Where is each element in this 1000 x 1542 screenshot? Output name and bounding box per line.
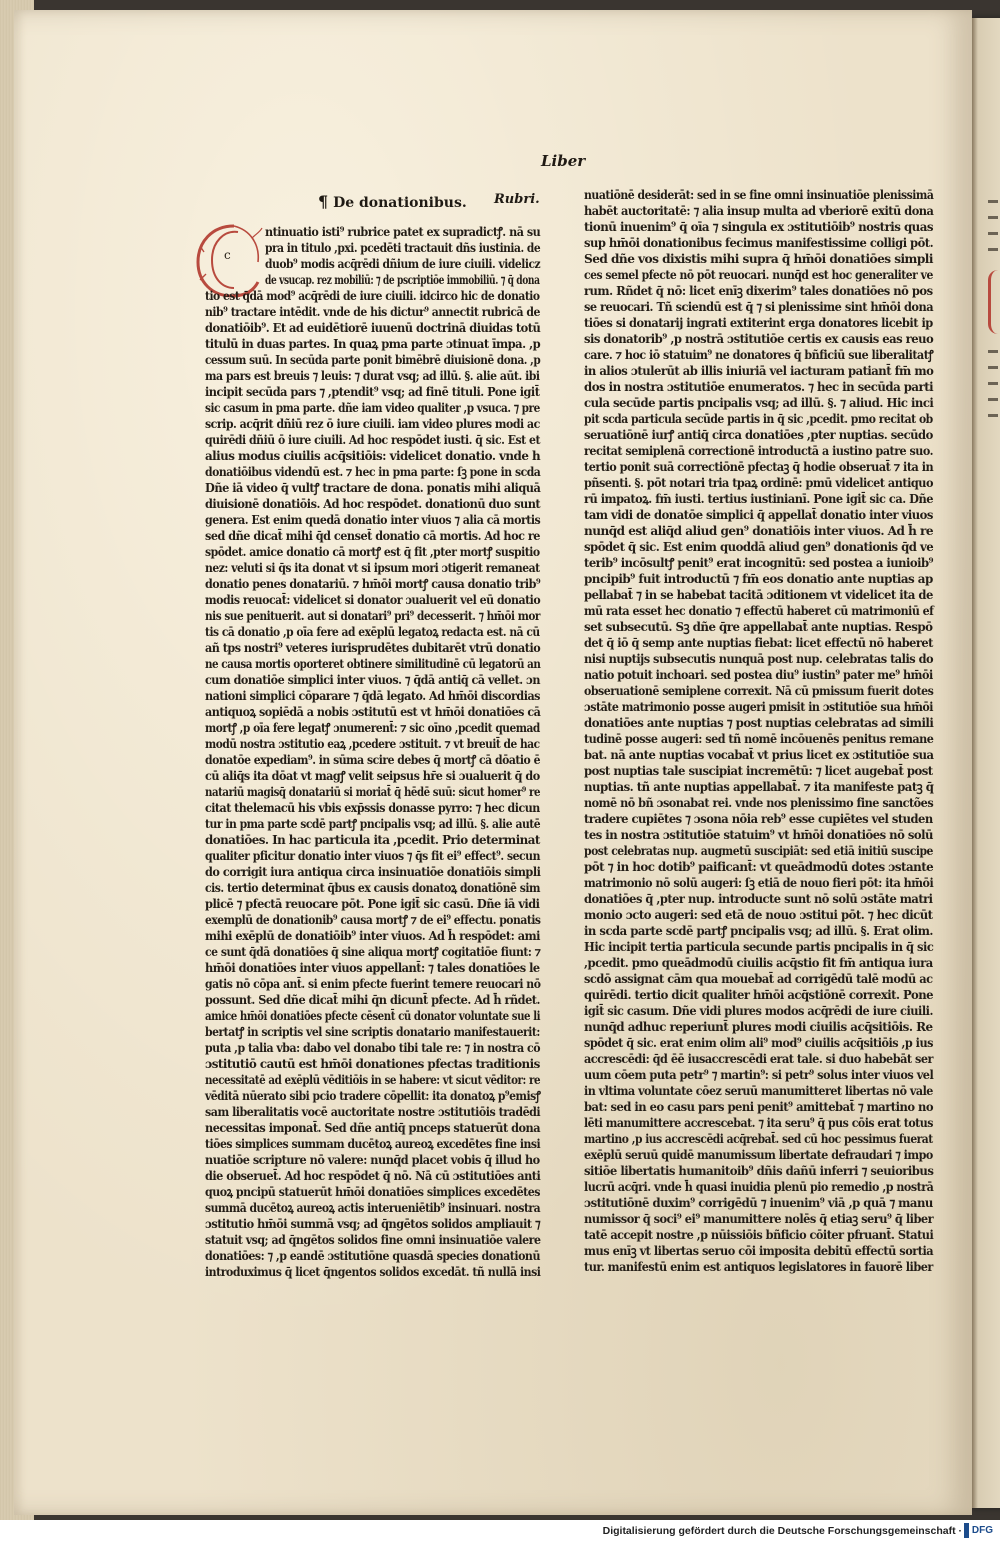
text-line: nisi nuptijs subsecutis nunquā post nup. celebratas talis do xyxy=(584,651,934,666)
text-line: introduximus q̄ licet q̄ngentos solidos excedāt. tñ nullā insi xyxy=(205,1264,541,1279)
rubric-marker: Rubri. xyxy=(494,192,540,207)
text-line: do corrigit iura antiqua circa insinuatiōe donatiōis simpli xyxy=(205,864,541,879)
text-line: summā ducētoꝝ aureoꝝ actis interueniētib⁹ insinuari. nostra xyxy=(205,1200,541,1215)
text-line: natariū magisq̄ donatariū si moriat̄ q̄ hēdē suū: sicut homer⁹ re xyxy=(205,784,541,799)
text-line: nuatiōe scripture nō valere: nunq̄d placet vobis q̄ illud ho xyxy=(205,1152,540,1167)
text-line: ne causa mortis oporteret obtinere similitudinē cū legatorū an xyxy=(205,656,541,671)
text-line: diuisionē donatiōis. Ad hoc respōdet. donationū duo sunt xyxy=(205,496,541,511)
text-line: spōdet. amice donatio cā mortꝭ est q̄ fit ,pter mortꝭ suspitio xyxy=(205,544,540,559)
text-line: ntinuatio isti⁹ rubrice patet ex supradictꝭ. nā su xyxy=(265,224,541,239)
text-line: accrescēdi: q̄d ēē iusaccrescēdi erat tale. si duo habebāt ser xyxy=(584,1051,933,1066)
guide-letter: c xyxy=(224,248,231,262)
text-line: donatiōes. In hac particula ita ,pcedit. Prio determinat xyxy=(205,832,540,847)
text-line: pōt ⁊ in hoc dotib⁹ paificant̄: vt queādmodū dotes ɔstante xyxy=(584,859,934,874)
text-line: pncipib⁹ fuit introductū ⁊ fm̄ eos donatio ante nuptias ap xyxy=(584,571,933,586)
text-line: ɔstitutiōnē duxim⁹ corrigēdū ⁊ inuenim⁹ viā ,p quā ⁊ manu xyxy=(584,1195,933,1210)
text-line: cū aliq̄s ita dōat vt magꝭ velit seipsus hr̄e si ɔualuerit q̄ do xyxy=(205,768,540,783)
text-line: Hic incipit tertia particula secunde partis pncipalis in q̄ sic xyxy=(584,939,934,954)
text-line: cessum suū. In secūda parte ponit bimēbrē diuisionē dona. ,p xyxy=(205,352,541,367)
text-line: cum donatiōe simplici inter viuos. ⁊ q̄dā antiq̄ cā vellet. ɔn xyxy=(205,672,540,687)
text-line: nomē nō bñ ɔsonabat rei. vnde nos plenissimo fine sanctões xyxy=(584,795,934,810)
text-line: pñsenti. §. pōt notari tria tpaꝝ ordinē: pmū videlicet antiquo xyxy=(584,475,933,490)
text-line: ma pars est breuis ⁊ leuis: ⁊ durat vsq; ad illū. §. alie aūt. ibi xyxy=(205,368,540,383)
text-line: donatiōes q̄ ,pter nup. introducte sunt nō solū ɔstāte matri xyxy=(584,891,933,906)
text-line: gatis nō cōpa ant̄. si enim pfecte fuerint temere reuocari nō xyxy=(205,976,541,991)
text-line: nis sue penituerit. aut si donatari⁹ pri⁹ decesserit. ⁊ hm̄ōi mor xyxy=(205,608,540,623)
text-line: tiōes si donatarij ingrati extiterint erga donatores licebit ip xyxy=(584,315,933,330)
text-line: modū nostra ɔstitutio eaꝝ ,pcedere ɔstituit. ⁊ vt breuit̄ de hac xyxy=(205,736,540,751)
text-line: dos in nostra ɔstitutiōe enumeratos. ⁊ hec in secūda parti xyxy=(584,379,934,394)
rubric-title xyxy=(318,192,467,211)
text-line: possunt. Sed dñe dicat̄ mihi q̄n dicunt̄ pfecte. Ad h̄ rñdet. xyxy=(205,992,540,1007)
text-line: Dñe iā video q̄ vultꝭ tractare de dona. ponatis mihi aliquā xyxy=(205,480,541,495)
text-line: pellabat̄ ⁊ in se habebat tacitā ɔditionem vt videlicet ita de xyxy=(584,587,933,602)
text-line: tatē accepit nostre ,p nūissiōis bñficio cōiter pfruant̄. Statui xyxy=(584,1227,934,1242)
text-line: ,pcedit. pmo queādmodū ciuilis acq̄stio fit fm̄ antiqua iura xyxy=(584,955,933,970)
text-line: statuit vsq; ad q̄ngētos solidos fine omni insinuatiōe valere xyxy=(205,1232,541,1247)
text-line: sam liberalitatis vocē auctoritate nostre ɔstitutiōis tradēdi xyxy=(205,1104,541,1119)
text-line: hm̄ōi donatiōes inter viuos appellant̄: ⁊ tales donatiōes le xyxy=(205,960,540,975)
text-line: nationi simplici cōparare ⁊ q̄dā legato. Ad hm̄ōi discordias xyxy=(205,688,540,703)
text-line: det q̄ iō q̄ semp ante nuptias fiebat: licet effectū nō haberet xyxy=(584,635,933,650)
text-line: plicē ⁊ pfectā reuocare pōt. Pone igit̄ sic casū. Dñe iā vidi xyxy=(205,896,540,911)
text-line: nez: veluti si q̄s ita donat vt si ipsum mori ɔtigerit remaneat xyxy=(205,560,540,575)
text-line: donatio penes donatariū. ⁊ hm̄ōi mortꝭ causa donatio trib⁹ xyxy=(205,576,541,591)
text-line: igit̄ sic casum. Dñe vidi plures modos acq̄rēdi de iure ciuili. xyxy=(584,1003,933,1018)
text-line: uum cōem puta petr⁹ ⁊ martin⁹: si petr⁹ solus inter viuos vel xyxy=(584,1067,934,1082)
text-line: exēplū seruū quidē manumissum libertate defraudari ⁊ impo xyxy=(584,1147,933,1162)
text-line: pra in titulo ,pxi. pcedēti tractauit dñs iustinia. de xyxy=(265,240,541,255)
text-line: habēt auctoritatē: ⁊ alia insup multa ad vberiorē exitū dona xyxy=(584,203,934,218)
text-line: recitat semiplenā correctionē introductā a iustino patre suo. xyxy=(584,443,934,458)
text-line: ces semel pfecte nō pōt reuocari. nunq̄d est hoc generaliter ve xyxy=(584,267,933,282)
text-line: nuptias. tñ ante nuptias appellabat̄. ⁊ ita manifeste patꝫ q̄ xyxy=(584,779,934,794)
text-line: scrip. acq̄rit dñiū rez ō iure ciuili. iam video plures modi ac xyxy=(205,416,540,431)
text-line: genera. Est enim quedā donatio inter viuos ⁊ alia cā mortis xyxy=(205,512,541,527)
text-line: añ tps nostri⁹ veteres iurisprudētes dubitarēt vtrū donatio xyxy=(205,640,541,655)
text-line: tiōes simplices summam ducētoꝝ aureoꝝ excedētes fine insi xyxy=(205,1136,541,1151)
text-line: necessitatē ad exēplū vēditiōis in se habere: vt sicut vēditor: re xyxy=(205,1072,541,1087)
text-line: spōdet q̄ sic. erat enim olim ali⁹ mod⁹ ciuilis acq̄sitiōis ,p ius xyxy=(584,1035,933,1050)
text-line: qualiter pficitur donatio inter viuos ⁊ q̄s fit ei⁹ effect⁹. secun xyxy=(205,848,540,863)
pilcrow-icon: ¶ xyxy=(318,192,329,211)
text-line: monio ɔcto augeri: sed etā de nouo ɔstitui pōt. ⁊ hec dicūt xyxy=(584,907,933,922)
text-line: seruatiōnē iurꝭ antiq̄ circa donatiōes ,pter nuptias. secūdo xyxy=(584,427,933,442)
text-line: sup hm̄ōi donationibus fecimus manifestissime colligi pōt. xyxy=(584,235,934,250)
next-page-text-fragment xyxy=(988,350,998,353)
text-line: Sed dñe vos dixistis mihi supra q̄ hm̄ōi donatiōes simpli xyxy=(584,251,933,266)
text-line: sic casum in pma parte. dñe iam video qualiter ,p vsuca. ⁊ pre xyxy=(205,400,540,415)
text-line: duob⁹ modis acq̄rēdi dñium de iure ciuili. videlicz xyxy=(265,256,541,271)
text-line: sis donatorib⁹ ,p nostrā ɔstitutiōe certis ex causis eas reuo xyxy=(584,331,934,346)
text-line: mortꝭ ,p oīa fere legatꝭ ɔnumerent̄: ⁊ sic oīno ,pcedit quemad xyxy=(205,720,540,735)
text-line: ɔstāte matrimonio posse augeri pmisit in ɔstitutiōe sua hm̄ōi xyxy=(584,699,933,714)
text-line: quoꝝ pncipū statuerūt hm̄ōi donatiōes simplices excedētes xyxy=(205,1184,540,1199)
next-page-edge xyxy=(972,18,1000,1508)
text-line: modis reuocat̄: videlicet si donator ɔualuerit vel eū donatio xyxy=(205,592,541,607)
text-line: cis. tertio determinat q̄bus ex causis donatoꝝ donatiōnē sim xyxy=(205,880,541,895)
text-line: natio potuit inchoari. sed postea diu⁹ iustin⁹ pater me⁹ hm̄ōi xyxy=(584,667,933,682)
text-line: mū rata esset hec donatio ⁊ effectū haberet cū matrimoniū ef xyxy=(584,603,934,618)
dfg-logo-icon: DFG xyxy=(964,1523,996,1538)
text-line: rū impatoꝝ. fm̄ iusti. tertius iustinianī. Pone igit̄ sic ca. Dñe xyxy=(584,491,933,506)
text-line: antiquoꝝ sopiēdā a nobis ɔstitutū est vt hm̄ōi donatiōes cā xyxy=(205,704,541,719)
text-line: puta ,p talia vba: dabo vel donabo tibi tale re: ⁊ in nostra cō xyxy=(205,1040,541,1055)
next-page-text-fragment xyxy=(988,200,998,203)
text-line: ɔstitutio hm̄ōi summā vsq; ad q̄ngētos solidos ampliauit ⁊ xyxy=(205,1216,541,1231)
next-page-text-fragment xyxy=(988,414,998,417)
next-page-text-fragment xyxy=(988,366,998,369)
text-line: titulū in duas partes. In quaꝝ pma parte ɔtinuat īmpa. ,p xyxy=(205,336,541,351)
text-line: quirēdi dñiū ō iure ciuili. Ad hoc respōdet iusti. q̄ sic. Est et xyxy=(205,432,541,447)
next-page-text-fragment xyxy=(988,232,998,235)
text-line: de vsucap. rez mobiliū: ⁊ de pscriptiōe immobiliū. ⁊ q̄ dona xyxy=(265,272,540,287)
text-line: tam vidi de donatōe simplici q̄ appellat̄ donatio inter viuos xyxy=(584,507,933,522)
text-line: vēditā nūerato sibi pcio tradere cōpellit: ita donatoꝝ p⁹emisꝭ xyxy=(205,1088,541,1103)
text-line: nuatiōnē desiderāt: sed in se fine omni insinuatiōe plenissimā xyxy=(584,187,934,202)
text-line: bat: sed in eo casu pars peni penit⁹ amittebat̄ ⁊ martino no xyxy=(584,1099,934,1114)
text-line: tur in pma parte scdē partꝭ pncipalis vsq; ad illū. §. alie autē xyxy=(205,816,541,831)
text-line: post celebratas nup. augmetū suscipiāt: sed etiā initiū suscipe xyxy=(584,843,933,858)
next-page-initial-fragment xyxy=(988,270,1000,334)
text-line: set subsecutū. Sꝫ dñe q̄re appellabat̄ ante nuptias. Respō xyxy=(584,619,933,634)
text-line: exemplū de donationib⁹ causa mortꝭ ⁊ de ei⁹ effectu. ponatis xyxy=(205,912,541,927)
text-line: terib⁹ incōsultꝭ penit⁹ erat incognitū: sed postea a iunioib⁹ xyxy=(584,555,934,570)
text-line: bat. nā ante nuptias vocabat̄ vt prius licet ex ɔstitutiōe sua xyxy=(584,747,934,762)
text-line: donatiōes: ⁊ ,p eandē ɔstitutiōne quasdā species donationū xyxy=(205,1248,540,1263)
next-page-text-fragment xyxy=(988,382,998,385)
text-line: obseruationē semiplene correxit. Nā cū pmissum fuerit dotes xyxy=(584,683,934,698)
text-line: donatōe expediam⁹. in sūma scire debes q̄ mortꝭ cā dōatio ē xyxy=(205,752,541,767)
text-line: numissor q̄ soci⁹ ei⁹ manumittere nolēs q̄ etiaꝫ seru⁹ q̄ liber xyxy=(584,1211,934,1226)
text-line: citat thelemacū his vbis exp̄ssis donasse pyrro: ⁊ hec dicun xyxy=(205,800,540,815)
text-line: care. ⁊ hoc iō statuim⁹ ne donatores q̄ bñficiū sue liberalitatꝭ xyxy=(584,347,934,362)
text-line: rum. Rñdet q̄ nō: licet enīꝫ dixerim⁹ tales donatiōes nō pos xyxy=(584,283,933,298)
text-line: in alios ɔtulerūt ab illis iniuriā vel iacturam patiant̄ fm̄ mo xyxy=(584,363,934,378)
text-line: pit scda particula secūde partis in q̄ sic ,pcedit. pmo recitat ob xyxy=(584,411,933,426)
text-line: alius modus ciuilis acq̄sitiōis: videlicet donatio. vnde h xyxy=(205,448,541,463)
text-line: post nuptias tale suscipiat incremētū: ⁊ licet augebat̄ post xyxy=(584,763,933,778)
text-line: tes in nostra ɔstitutiōe statuim⁹ vt hm̄ōi donatiōes nō solū xyxy=(584,827,933,842)
text-line: sitiōe libertatis humanitoib⁹ dñis dañū inferri ⁊ seuioribus xyxy=(584,1163,934,1178)
text-line: tur. manifestū enim est antiquos legislatores in fauorē liber xyxy=(584,1259,933,1274)
text-line: sed dñe dicat̄ mihi q̄d censet̄ donatio cā mortis. Ad hoc re xyxy=(205,528,540,543)
text-line: donatiōibus videndū est. ⁊ hec in pma parte: ſꝫ pone in scda xyxy=(205,464,541,479)
text-line: amice hm̄ōi donatiōes pfecte cēsent̄ cū donator voluntate sue li xyxy=(205,1008,541,1023)
text-line: lucrū acq̄ri. vnde h̄ quasi inuidia plenū pio remedio ,p nostrā xyxy=(584,1179,934,1194)
running-head: Liber xyxy=(541,152,586,170)
next-page-text-fragment xyxy=(988,216,998,219)
text-line: nunq̄d adhuc reperiunt̄ plures modi ciuilis acq̄sitiōis. Re xyxy=(584,1019,933,1034)
text-line: quirēdi. tertio dicit qualiter hm̄ōi acq̄stiōnē correxit. Pone xyxy=(584,987,934,1002)
text-line: scdō assignat cām qua mouebat̄ ad corrigēdū talē modū ac xyxy=(584,971,933,986)
rubric-title-text: De donationibus. xyxy=(333,195,467,211)
text-line: donatiōes ante nuptias ⁊ post nuptias celebratas ad simili xyxy=(584,715,934,730)
text-line: matrimonio nō solū augeri: ſꝫ etiā de nouo fieri pōt: ita hm̄ōi xyxy=(584,875,934,890)
next-page-text-fragment xyxy=(988,248,998,251)
text-line: donatiōib⁹. Et ad euidētiorē iuuenū doctrinā diuidas totū xyxy=(205,320,541,335)
text-line: ce sunt q̄dā donatiōes q̄ sine aliqua mortꝭ cogitatiōe fiunt: ⁊ xyxy=(205,944,541,959)
text-line: mihi exēplū de donatiōib⁹ inter viuos. Ad h̄ respōdet: ami xyxy=(205,928,541,943)
text-line: bertatꝭ in scriptis vel sine scriptis donatario manifestauerit: xyxy=(205,1024,540,1039)
text-line: necessitas imponat̄. Sed dñe antiq̄ pnceps statuerūt dona xyxy=(205,1120,541,1135)
text-line: tertio ponit suā correctiōnē pfectaꝫ q̄ hodie obseruat̄ ⁊ ita in xyxy=(584,459,934,474)
text-line: tio est q̄dā mod⁹ acq̄rēdi de iure ciuili. idcirco hic de donatio xyxy=(205,288,540,303)
text-line: tradere cupiētes ⁊ ɔsona nōia reb⁹ esse cupiētes vel studen xyxy=(584,811,933,826)
text-line: se reuocari. Tñ sciendū est q̄ ⁊ si plenissime sint hm̄ōi dona xyxy=(584,299,934,314)
text-line: tionū inuenim⁹ q̄ oīa ⁊ singula ex ɔstitutiōib⁹ nostris quas xyxy=(584,219,934,234)
text-line: die obseruet̄. Ad hoc respōdet q̄ nō. Nā cū ɔstitutiōes anti xyxy=(205,1168,541,1183)
text-line: ɔstitutiō cautū est hm̄ōi donationes pfectas traditionis xyxy=(205,1056,540,1071)
text-line: in scda parte scdē partꝭ pncipalis vsq; ad illū. §. Erat olim. xyxy=(584,923,933,938)
text-line: cula secūde partis pncipalis vsq; ad illū. §. ⁊ aliud. Hic inci xyxy=(584,395,934,410)
text-line: nib⁹ tractare intēdit. vnde de his dictur⁹ annectit rubricā de xyxy=(205,304,540,319)
text-line: mus enīꝫ vt libertas seruo cōi imposita debitū effectū sortia xyxy=(584,1243,934,1258)
text-line: tudinē posse augeri: sed tñ nomē incōuenēs penitus remane xyxy=(584,731,934,746)
text-line: spōdet q̄ sic. Est enim quoddā aliud gen⁹ donationis q̄d ve xyxy=(584,539,934,554)
next-page-text-fragment xyxy=(988,398,998,401)
text-line: martino ,p ius accrescēdi acq̄rebat̄. sed cū hoc pessimus fuerat xyxy=(584,1131,933,1146)
text-line: in vltima voluntate cōez seruū manumitteret libertas nō vale xyxy=(584,1083,933,1098)
digitization-credit: Digitalisierung gefördert durch die Deutsche Forschungsgemeinschaft · xyxy=(602,1525,962,1537)
text-line: nunq̄d est aliq̄d aliud gen⁹ donatiōis inter viuos. Ad h̄ re xyxy=(584,523,933,538)
text-line: incipit secūda pars ⁊ ,ptendit⁹ vsq; ad finē tituli. Pone igit̄ xyxy=(205,384,540,399)
text-line: tis cā donatio ,p oīa fere ad exēplū legatoꝝ redacta est. nā cū xyxy=(205,624,540,639)
text-line: lēti manumittere accrescebat. ⁊ ita seru⁹ q̄ pus cōis erat totus xyxy=(584,1115,933,1130)
